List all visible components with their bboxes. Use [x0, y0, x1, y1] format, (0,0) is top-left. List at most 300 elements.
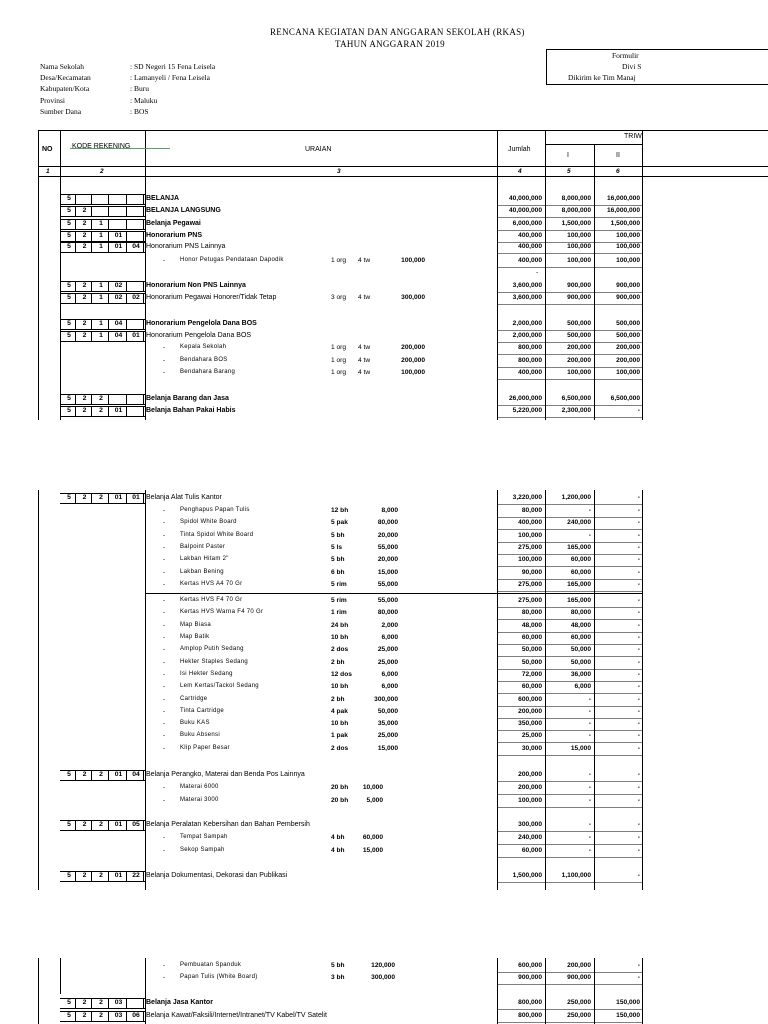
account-code-part: 5: [67, 395, 71, 402]
amount-total: 25,000: [521, 732, 542, 739]
code-row-line: [60, 341, 145, 342]
amount-q1: -: [588, 720, 591, 727]
item-volume: 12 bh: [331, 507, 349, 514]
item-unit-price: 55,000: [377, 544, 398, 551]
code-cell-divider: [143, 394, 144, 405]
amount-q2: -: [637, 745, 640, 752]
item-unit-price: 20,000: [377, 556, 398, 563]
amount-q2: 100,000: [616, 369, 640, 376]
row-line: [497, 632, 643, 633]
item-unit-price: 20,000: [377, 532, 398, 539]
code-cell-divider: [143, 206, 144, 217]
item-description: Tinta Cartridge: [180, 708, 224, 714]
account-code-part: 5: [67, 771, 71, 778]
amount-total: 50,000: [521, 659, 542, 666]
account-code-part: 03: [114, 1012, 123, 1019]
item-bullet: -: [163, 671, 166, 678]
amount-q1: 200,000: [567, 962, 591, 969]
amount-total: 3,220,000: [512, 494, 542, 501]
item-unit-price: 15,000: [362, 847, 383, 854]
item-unit-price: 6,000: [381, 671, 398, 678]
account-code-part: 5: [67, 207, 71, 214]
amount-total: 600,000: [518, 962, 542, 969]
account-code-part: 5: [67, 232, 71, 239]
item-description: Buku KAS: [180, 720, 210, 726]
amount-q1: 900,000: [567, 282, 591, 289]
col-header-triwulan: TRIW: [624, 133, 642, 140]
item-description: Kertas HVS A4 70 Gr: [180, 581, 243, 587]
amount-q1: 500,000: [567, 320, 591, 327]
item-volume: 2 dos: [331, 646, 349, 653]
item-period: 4 tw: [358, 294, 371, 301]
account-code-part: 2: [99, 395, 103, 402]
item-period: 4 tw: [358, 257, 371, 264]
amount-q1: -: [588, 708, 591, 715]
amount-q1: 250,000: [567, 999, 591, 1006]
account-code-part: 5: [67, 999, 71, 1006]
row-line: [497, 417, 643, 418]
item-unit-price: 80,000: [377, 609, 398, 616]
item-volume: 4 bh: [331, 847, 345, 854]
amount-q1: -: [588, 732, 591, 739]
item-period: 4 tw: [358, 357, 371, 364]
item-bullet: -: [163, 646, 166, 653]
account-code-part: 2: [82, 999, 87, 1006]
item-bullet: -: [163, 683, 166, 690]
amount-total: 350,000: [518, 720, 542, 727]
col-header-jumlah: Jumlah: [508, 146, 531, 153]
code-row-line: [60, 329, 145, 330]
item-unit-price: 55,000: [377, 581, 398, 588]
account-description: BELANJA: [146, 195, 180, 202]
amount-q2: -: [637, 609, 640, 616]
item-volume: 3 bh: [331, 974, 345, 981]
amount-q2: -: [637, 847, 640, 854]
account-code-part: 1: [99, 320, 103, 327]
account-code-part: 01: [114, 232, 123, 239]
code-cell-divider: [126, 206, 127, 217]
item-bullet: -: [163, 257, 166, 264]
item-bullet: -: [163, 532, 166, 539]
account-description: Belanja Jasa Kantor: [146, 999, 213, 1006]
item-unit-price: 300,000: [371, 974, 395, 981]
item-description: Penghapus Papan Tulis: [180, 507, 250, 513]
account-code-part: 2: [82, 207, 87, 214]
page-break-line: [145, 593, 643, 594]
item-volume: 4 bh: [331, 834, 345, 841]
item-volume: 4 pak: [331, 708, 348, 715]
code-row-line: [60, 303, 145, 304]
account-code-part: 5: [67, 294, 71, 301]
account-code-part: 01: [114, 407, 123, 414]
account-code-part: 02: [114, 294, 123, 301]
account-code-part: 2: [82, 243, 87, 250]
row-line: [497, 529, 643, 530]
amount-total: 240,000: [518, 834, 542, 841]
amount-total: 900,000: [518, 974, 542, 981]
row-line: [497, 844, 643, 845]
item-description: Materai 6000: [180, 784, 219, 790]
item-bullet: -: [163, 974, 166, 981]
code-row-line: [60, 291, 145, 292]
amount-q1: -: [588, 532, 591, 539]
item-description: Spidol White Board: [180, 519, 237, 525]
col-header-t2: II: [616, 152, 620, 159]
amount-q2: 100,000: [616, 243, 640, 250]
amount-q1: 60,000: [570, 569, 591, 576]
code-cell-divider: [91, 194, 92, 205]
item-unit-price: 35,000: [377, 720, 398, 727]
account-code-part: 5: [67, 1012, 71, 1019]
item-unit-price: 200,000: [401, 344, 425, 351]
item-description: Tinta Spidol White Board: [180, 532, 254, 538]
sent-to-label: Dikirim ke Tim Manaj: [568, 73, 636, 82]
amount-q1: 60,000: [570, 634, 591, 641]
account-code-part: 01: [114, 243, 123, 250]
amount-q1: 500,000: [567, 332, 591, 339]
row-line: [497, 742, 643, 743]
row-line: [497, 354, 643, 355]
amount-total: 80,000: [521, 609, 542, 616]
account-code-part: 2: [82, 771, 87, 778]
item-unit-price: 80,000: [377, 519, 398, 526]
amount-total: 200,000: [518, 784, 542, 791]
amount-q2: 200,000: [616, 357, 640, 364]
row-line: [497, 1009, 643, 1010]
item-description: Kertas HVS F4 70 Gr: [180, 597, 243, 603]
code-cell-divider: [143, 219, 144, 230]
account-code-part: 5: [67, 872, 71, 879]
item-volume: 12 dos: [331, 671, 352, 678]
item-bullet: -: [163, 581, 166, 588]
amount-total: 400,000: [518, 243, 542, 250]
col-header-kode: KODE REKENING: [72, 143, 131, 150]
amount-total: 2,000,000: [512, 332, 542, 339]
account-code-part: 2: [99, 494, 103, 501]
amount-q1: 60,000: [570, 556, 591, 563]
amount-q2: -: [637, 821, 640, 828]
amount-total: 400,000: [518, 232, 542, 239]
col-num-5: 5: [567, 168, 571, 175]
item-unit-price: 55,000: [377, 597, 398, 604]
row-line: [497, 304, 643, 305]
item-volume: 10 bh: [331, 720, 349, 727]
item-unit-price: 25,000: [377, 659, 398, 666]
item-bullet: -: [163, 519, 166, 526]
amount-q1: 100,000: [567, 369, 591, 376]
account-code-part: 2: [82, 407, 87, 414]
col-header-no: NO: [42, 146, 53, 153]
account-description: Belanja Alat Tulis Kantor: [146, 494, 222, 501]
amount-total: 800,000: [518, 357, 542, 364]
amount-q2: -: [637, 732, 640, 739]
row-line: [497, 1022, 643, 1023]
amount-q2: -: [637, 581, 640, 588]
row-line: [497, 554, 643, 555]
code-row-line: [60, 204, 145, 205]
code-row-line: [60, 780, 145, 781]
item-bullet: -: [163, 544, 166, 551]
item-bullet: -: [163, 797, 166, 804]
village-label: Desa/Kecamatan: [40, 73, 91, 82]
account-description: Belanja Barang dan Jasa: [146, 395, 229, 402]
amount-q1: 100,000: [567, 243, 591, 250]
amount-q1: 165,000: [567, 581, 591, 588]
item-unit-price: 100,000: [401, 369, 425, 376]
item-unit-price: 300,000: [401, 294, 425, 301]
item-unit-price: 100,000: [401, 257, 425, 264]
row-line: [497, 831, 643, 832]
account-code-part: 01: [114, 771, 123, 778]
regency-value: : Buru: [130, 84, 149, 93]
account-code-part: 1: [99, 294, 103, 301]
item-unit-price: 25,000: [377, 646, 398, 653]
row-line: [497, 504, 643, 505]
account-code-part: 01: [132, 332, 140, 339]
amount-total: 6,000,000: [512, 220, 542, 227]
code-cell-divider: [143, 319, 144, 330]
account-code-part: 01: [114, 821, 123, 828]
row-line: [497, 591, 643, 592]
row-line: [497, 607, 643, 608]
account-code-part: 2: [99, 999, 103, 1006]
item-description: Papan Tulis (White Board): [180, 974, 258, 980]
amount-q1: 15,000: [570, 745, 591, 752]
account-code-part: 5: [67, 407, 71, 414]
account-code-part: 5: [67, 320, 71, 327]
amount-q2: 900,000: [616, 282, 640, 289]
form-label: Formulir: [612, 51, 639, 60]
item-volume: 1 pak: [331, 732, 348, 739]
amount-total: 800,000: [518, 1012, 542, 1019]
item-bullet: -: [163, 597, 166, 604]
item-volume: 20 bh: [331, 784, 349, 791]
item-volume: 5 bh: [331, 532, 345, 539]
amount-total: 2,000,000: [512, 320, 542, 327]
province-label: Provinsi: [40, 96, 66, 105]
item-bullet: -: [163, 720, 166, 727]
account-code-part: 2: [99, 407, 103, 414]
item-description: Honor Petugas Pendataan Dapodik: [180, 257, 284, 263]
document-subtitle: TAHUN ANGGARAN 2019: [335, 39, 445, 49]
amount-total: 1,500,000: [512, 872, 542, 879]
col-num-2: 2: [100, 168, 104, 175]
account-description: Belanja Peralatan Kebersihan dan Bahan Pembersih: [146, 821, 310, 828]
row-line: [497, 253, 643, 254]
account-code-part: 01: [132, 494, 140, 501]
amount-q2: -: [637, 622, 640, 629]
row-line: [497, 972, 643, 973]
account-code-part: 5: [67, 195, 71, 202]
item-description: Materai 3000: [180, 797, 219, 803]
account-code-part: 04: [114, 332, 123, 339]
row-line: [497, 807, 643, 808]
amount-q1: -: [588, 847, 591, 854]
amount-total: 30,000: [521, 745, 542, 752]
row-line: [497, 566, 643, 567]
row-line: [497, 292, 643, 293]
amount-q1: -: [588, 821, 591, 828]
amount-q1: -: [588, 834, 591, 841]
code-row-line: [60, 404, 145, 405]
village-value: : Lamanyeli / Fena Leisela: [130, 73, 210, 82]
division-label: Divi S: [622, 62, 642, 71]
item-description: Lakban Hitam 2": [180, 556, 229, 562]
code-row-line: [60, 1008, 145, 1009]
item-bullet: -: [163, 847, 166, 854]
amount-total: 100,000: [518, 532, 542, 539]
account-code-part: 2: [82, 332, 87, 339]
account-code-part: 03: [114, 999, 123, 1006]
item-volume: 3 org: [331, 294, 347, 301]
amount-q1: 900,000: [567, 974, 591, 981]
item-bullet: -: [163, 344, 166, 351]
amount-q2: -: [637, 683, 640, 690]
account-description: Belanja Pegawai: [146, 220, 201, 227]
amount-q1: 100,000: [567, 257, 591, 264]
amount-total: 26,000,000: [508, 395, 542, 402]
item-description: Hekter Staples Sedang: [180, 659, 249, 665]
item-volume: 10 bh: [331, 683, 349, 690]
code-cell-divider: [108, 206, 109, 217]
item-unit-price: 2,000: [381, 622, 398, 629]
item-description: Kertas HVS Warna F4 70 Gr: [180, 609, 264, 615]
code-cell-divider: [143, 998, 144, 1009]
account-code-part: 2: [82, 395, 87, 402]
amount-q2: -: [637, 569, 640, 576]
item-bullet: -: [163, 834, 166, 841]
account-code-part: 04: [132, 243, 140, 250]
account-code-part: 2: [82, 282, 87, 289]
amount-total: 800,000: [518, 999, 542, 1006]
item-bullet: -: [163, 732, 166, 739]
amount-total: 72,000: [521, 671, 542, 678]
account-code-part: 5: [67, 332, 71, 339]
item-bullet: -: [163, 696, 166, 703]
account-code-part: 2: [99, 1012, 103, 1019]
amount-q1: -: [588, 771, 591, 778]
item-description: Lakban Bening: [180, 569, 224, 575]
amount-q2: -: [637, 556, 640, 563]
item-unit-price: 200,000: [401, 357, 425, 364]
account-code-part: 2: [82, 220, 87, 227]
code-cell-divider: [126, 394, 127, 405]
item-volume: 1 org: [331, 344, 347, 351]
row-line: [497, 579, 643, 580]
account-code-part: 05: [132, 821, 140, 828]
amount-q1: 165,000: [567, 597, 591, 604]
item-volume: 5 ls: [331, 544, 342, 551]
code-cell-divider: [143, 231, 144, 242]
code-row-line: [60, 252, 145, 253]
item-bullet: -: [163, 609, 166, 616]
amount-total: 600,000: [518, 696, 542, 703]
col-num-6: 6: [616, 168, 620, 175]
amount-q1: 250,000: [567, 1012, 591, 1019]
row-line: [497, 730, 643, 731]
account-code-part: 1: [99, 243, 103, 250]
item-volume: 5 rim: [331, 581, 347, 588]
code-row-line: [60, 881, 145, 882]
row-line: [497, 857, 643, 858]
row-line: [497, 367, 643, 368]
account-code-part: 1: [99, 332, 103, 339]
amount-q2: 150,000: [616, 1012, 640, 1019]
amount-q2: -: [637, 671, 640, 678]
row-line: [497, 681, 643, 682]
account-description: BELANJA LANGSUNG: [146, 207, 221, 214]
fund-source-value: : BOS: [130, 107, 149, 116]
item-volume: 5 bh: [331, 556, 345, 563]
amount-q1: 8,000,000: [561, 195, 591, 202]
item-description: Klip Paper Besar: [180, 745, 230, 751]
row-line: [497, 781, 643, 782]
amount-q1: -: [588, 507, 591, 514]
item-unit-price: 8,000: [381, 507, 398, 514]
amount-q1: 200,000: [567, 357, 591, 364]
item-description: Bendahara BOS: [180, 357, 228, 363]
row-line: [497, 984, 643, 985]
item-bullet: -: [163, 556, 166, 563]
amount-total: 40,000,000: [508, 207, 542, 214]
empty-dash: -: [536, 269, 539, 276]
item-description: Bendahara Barang: [180, 369, 236, 375]
amount-q1: 8,000,000: [561, 207, 591, 214]
account-code-part: 04: [114, 320, 123, 327]
item-description: Sekop Sampah: [180, 847, 225, 853]
amount-q1: 100,000: [567, 232, 591, 239]
amount-q1: 6,500,000: [561, 395, 591, 402]
row-line: [497, 706, 643, 707]
code-row-line: [60, 229, 145, 230]
item-volume: 2 bh: [331, 659, 345, 666]
code-cell-divider: [143, 281, 144, 292]
amount-total: 60,000: [521, 634, 542, 641]
row-line: [497, 230, 643, 231]
amount-q2: 900,000: [616, 294, 640, 301]
row-line: [497, 644, 643, 645]
item-volume: 2 dos: [331, 745, 349, 752]
item-volume: 1 org: [331, 369, 347, 376]
item-volume: 20 bh: [331, 797, 349, 804]
item-period: 4 tw: [358, 344, 371, 351]
col-num-3: 3: [337, 168, 341, 175]
item-description: Lem Kertas/Tackol Sedang: [180, 683, 259, 689]
code-cell-divider: [126, 194, 127, 205]
item-unit-price: 25,000: [377, 732, 398, 739]
amount-total: 400,000: [518, 369, 542, 376]
item-unit-price: 6,000: [381, 683, 398, 690]
code-cell-divider: [126, 219, 127, 230]
item-bullet: -: [163, 708, 166, 715]
row-line: [497, 379, 643, 380]
row-line: [497, 342, 643, 343]
code-row-line: [60, 216, 145, 217]
account-description: Belanja Dokumentasi, Dekorasi dan Publikasi: [146, 872, 288, 879]
item-bullet: -: [163, 634, 166, 641]
item-unit-price: 60,000: [362, 834, 383, 841]
amount-q2: 1,500,000: [610, 220, 640, 227]
account-description: Honorarium PNS Lainnya: [146, 243, 226, 250]
amount-q2: -: [637, 962, 640, 969]
account-code-part: 2: [82, 232, 87, 239]
item-unit-price: 5,000: [366, 797, 383, 804]
amount-total: 5,220,000: [512, 407, 542, 414]
row-line: [497, 542, 643, 543]
amount-total: 800,000: [518, 344, 542, 351]
item-description: Map Batik: [180, 634, 210, 640]
amount-q2: 150,000: [616, 999, 640, 1006]
